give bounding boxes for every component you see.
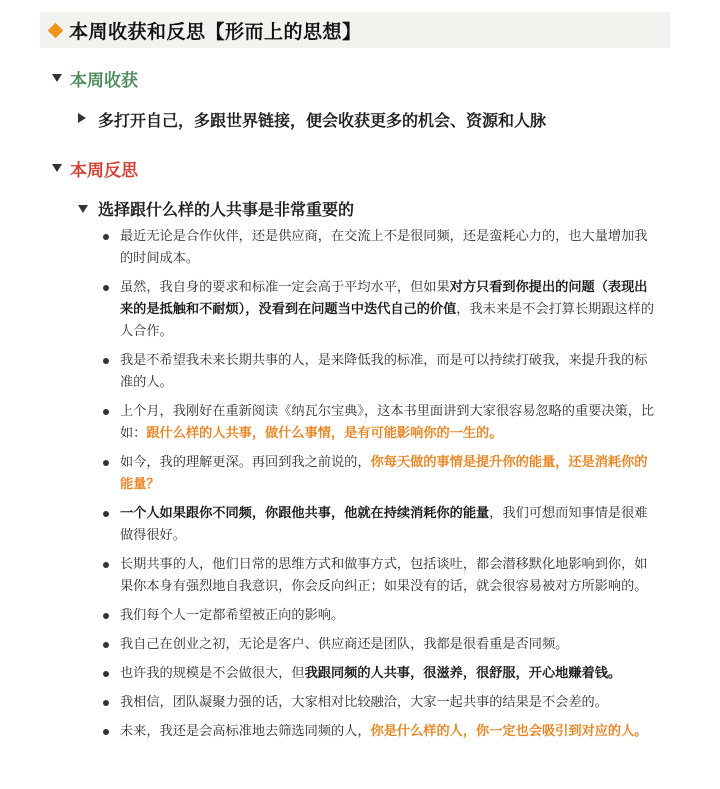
bold-text: 一个人如果跟你不同频，你跟他共事，他就在持续消耗你的能量 — [120, 506, 490, 521]
bullet-dot-icon — [103, 671, 109, 677]
bullet-dot-icon — [103, 729, 109, 735]
page-title: 本周收获和反思【形而上的思想】 — [69, 20, 362, 43]
text-segment: 我是不希望我未来长期共事的人，是来降低我的标准，而是可以持续打破我，来提升我的标准的人。 — [120, 353, 648, 390]
highlight-text: 你每天做的事情是提升你的能量，还是消耗你的能量？ — [120, 455, 648, 492]
bullet-dot-icon — [103, 700, 109, 706]
collapse-toggle-reflection-icon[interactable] — [52, 164, 62, 172]
text-segment: 虽然，我自身的要求和标准一定会高于平均水平，但如果 — [120, 280, 450, 295]
collapse-toggle-subheading-icon[interactable] — [78, 205, 88, 213]
title-bar — [40, 12, 670, 48]
text-segment: 我相信，团队凝聚力强的话，大家相对比较融洽，大家一起共事的结果是不会差的。 — [120, 695, 608, 710]
bullet-dot-icon — [103, 460, 109, 466]
bold-text: 我跟同频的人共事，很滋养，很舒服，开心地赚着钱。 — [304, 666, 622, 681]
list-item — [100, 503, 660, 547]
reflection-bullet-list — [100, 226, 660, 750]
text-segment: 我自己在创业之初，无论是客户、供应商还是团队，我都是很看重是否同频。 — [120, 637, 569, 652]
bullet-dot-icon — [103, 511, 109, 517]
text-segment: 我们每个人一定都希望被正向的影响。 — [120, 608, 345, 623]
text-segment: 最近无论是合作伙伴，还是供应商，在交流上不是很同频，还是蛮耗心力的，也大量增加我的时间成本。 — [120, 229, 648, 266]
highlight-text: 跟什么样的人共事，做什么事情，是有可能影响你的一生的。 — [146, 426, 503, 441]
text-segment: 长期共事的人，他们日常的思维方式和做事方式，包括谈吐，都会潜移默化地影响到你，如果你本身有强烈地自我意识，你会反向纠正；如果没有的话，就会很容易被对方所影响的。 — [120, 557, 648, 594]
list-item — [100, 226, 660, 270]
list-item — [100, 452, 660, 496]
bullet-dot-icon — [103, 613, 109, 619]
orange-diamond-icon — [48, 22, 64, 38]
list-item — [100, 663, 660, 685]
list-item — [100, 634, 660, 656]
list-item — [100, 554, 660, 598]
bullet-dot-icon — [103, 285, 109, 291]
text-segment: ，我们可想而知事情是很难做得很好。 — [120, 506, 648, 543]
text-segment: 如今，我的理解更深。再回到我之前说的， — [120, 455, 371, 470]
reflection-subheading: 选择跟什么样的人共事是非常重要的 — [98, 200, 355, 219]
collapse-toggle-gains-icon[interactable] — [52, 74, 62, 82]
expand-toggle-gain-item-icon[interactable] — [78, 113, 86, 123]
bullet-dot-icon — [103, 562, 109, 568]
highlight-text: 你是什么样的人，你一定也会吸引到对应的人。 — [370, 724, 648, 739]
text-segment: 上个月，我刚好在重新阅读《纳瓦尔宝典》，这本书里面讲到大家很容易忽略的重要决策，比如： — [120, 404, 655, 441]
text-segment: ，我未来是不会打算长期跟这样的人合作。 — [120, 302, 655, 339]
list-item — [100, 401, 660, 445]
bullet-dot-icon — [103, 642, 109, 648]
reflection-heading: 本周反思 — [70, 161, 138, 181]
gains-heading: 本周收获 — [70, 71, 138, 91]
list-item — [100, 721, 660, 743]
list-item — [100, 277, 660, 343]
list-item — [100, 692, 660, 714]
list-item — [100, 350, 660, 394]
bullet-dot-icon — [103, 409, 109, 415]
bold-text: 对方只看到你提出的问题（表现出来的是抵触和不耐烦），没看到在问题当中迭代自己的价值 — [120, 280, 648, 317]
gain-item: 多打开自己，多跟世界链接，便会收获更多的机会、资源和人脉 — [98, 111, 547, 130]
list-item — [100, 605, 660, 627]
text-segment: 未来，我还是会高标准地去筛选同频的人， — [120, 724, 371, 739]
text-segment: 也许我的规模是不会做很大，但 — [120, 666, 305, 681]
bullet-dot-icon — [103, 234, 109, 240]
bullet-dot-icon — [103, 358, 109, 364]
